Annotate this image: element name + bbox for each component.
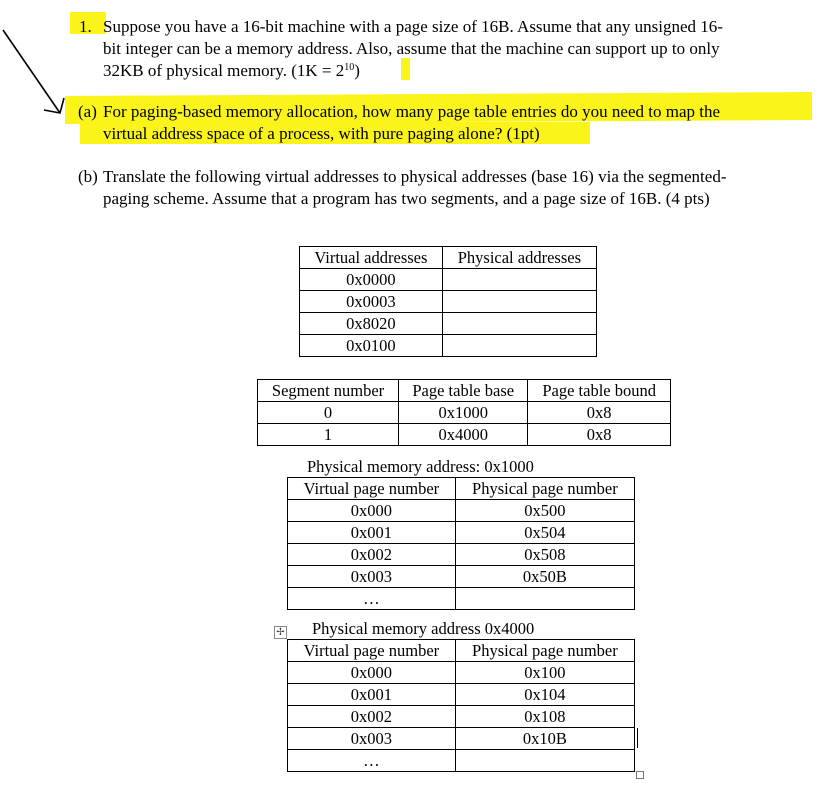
table-row — [300, 313, 597, 335]
table-row — [288, 588, 635, 610]
table-row — [288, 566, 635, 588]
part-b-line-1: Translate the following virtual addresses to physical addresses (base 16) via the segmented- — [103, 167, 727, 186]
page-table-2 — [287, 639, 635, 772]
table-row — [300, 335, 597, 357]
table-cell: 0x50B — [455, 566, 634, 588]
table-cell: 0x0003 — [300, 291, 443, 313]
table-row — [300, 269, 597, 291]
table-cell — [455, 750, 634, 772]
table-header: Physical page number — [455, 640, 634, 662]
table-header: Page table base — [399, 380, 528, 402]
table-row — [258, 424, 671, 446]
table-cell: 0x003 — [288, 566, 456, 588]
part-a-line-2: virtual address space of a process, with pure paging alone? (1pt) — [103, 124, 540, 143]
table-header: Segment number — [258, 380, 399, 402]
table-cell: 0x104 — [455, 684, 634, 706]
table-cell: 0x500 — [455, 500, 634, 522]
table-cell: 0x10B — [455, 728, 634, 750]
table-row — [288, 750, 635, 772]
table-cell: 0x8020 — [300, 313, 443, 335]
table-cell: 0x100 — [455, 662, 634, 684]
page-table-1 — [287, 477, 635, 610]
table-move-handle-icon[interactable]: ✢ — [274, 626, 287, 639]
table-row — [288, 544, 635, 566]
table-cell: 0x508 — [455, 544, 634, 566]
question-line-3: 32KB of physical memory. $(1K = 2^{10})$ — [103, 61, 360, 80]
table-cell: 0 — [258, 402, 399, 424]
table-cell: 0x000 — [288, 500, 456, 522]
table-row — [288, 522, 635, 544]
part-b-line-2: paging scheme. Assume that a program has two segments, and a page size of 16B. (4 pts) — [103, 189, 710, 208]
table-header-row — [300, 247, 597, 269]
question-line-2: bit integer can be a memory address. Also, assume that the machine can support up to only — [103, 39, 720, 58]
page-table-2-caption: Physical memory address 0x4000 — [312, 619, 535, 638]
table-header: Page table bound — [528, 380, 671, 402]
table-header-row — [258, 380, 671, 402]
segment-table — [257, 379, 671, 446]
table-cell: 0x000 — [288, 662, 456, 684]
table-row — [288, 706, 635, 728]
table-header: Virtual page number — [288, 478, 456, 500]
table-row — [258, 402, 671, 424]
table-header: Physical page number — [455, 478, 634, 500]
table-cell[interactable] — [442, 291, 596, 313]
table-header-row — [288, 478, 635, 500]
table-cell: 0x0000 — [300, 269, 443, 291]
table-header: Virtual page number — [288, 640, 456, 662]
table-cell: 0x002 — [288, 544, 456, 566]
question-line-1: Suppose you have a 16-bit machine with a page size of 16B. Assume that any unsigned 16- — [103, 17, 723, 36]
table-cell: 0x4000 — [399, 424, 528, 446]
table-header: Physical addresses — [442, 247, 596, 269]
table-header-row — [288, 640, 635, 662]
table-cell[interactable] — [442, 269, 596, 291]
table-cell: 0x1000 — [399, 402, 528, 424]
table-cell: … — [288, 750, 456, 772]
table-row — [300, 291, 597, 313]
table-cell[interactable] — [442, 313, 596, 335]
page-table-1-caption: Physical memory address: 0x1000 — [307, 457, 534, 476]
table-row — [288, 728, 635, 750]
text-cursor — [637, 728, 638, 748]
table-row — [288, 500, 635, 522]
table-cell: 0x0100 — [300, 335, 443, 357]
table-header: Virtual addresses — [300, 247, 443, 269]
table-cell: 0x8 — [528, 424, 671, 446]
table-cell — [455, 588, 634, 610]
part-b-label: (b) — [78, 167, 98, 186]
table-cell: 1 — [258, 424, 399, 446]
question-number: 1. — [79, 17, 92, 36]
table-row — [288, 684, 635, 706]
part-a-label: (a) — [78, 102, 97, 121]
highlight-mark — [401, 58, 410, 80]
table-row — [288, 662, 635, 684]
table-cell[interactable] — [442, 335, 596, 357]
table-cell: 0x108 — [455, 706, 634, 728]
table-cell: … — [288, 588, 456, 610]
table-cell: 0x8 — [528, 402, 671, 424]
table-cell: 0x001 — [288, 522, 456, 544]
part-a-line-1: For paging-based memory allocation, how many page table entries do you need to map the — [103, 102, 721, 121]
table-cell: 0x002 — [288, 706, 456, 728]
table-cell: 0x504 — [455, 522, 634, 544]
table-cell: 0x003 — [288, 728, 456, 750]
table-resize-handle-icon[interactable] — [636, 771, 644, 779]
address-table — [299, 246, 597, 357]
table-cell: 0x001 — [288, 684, 456, 706]
